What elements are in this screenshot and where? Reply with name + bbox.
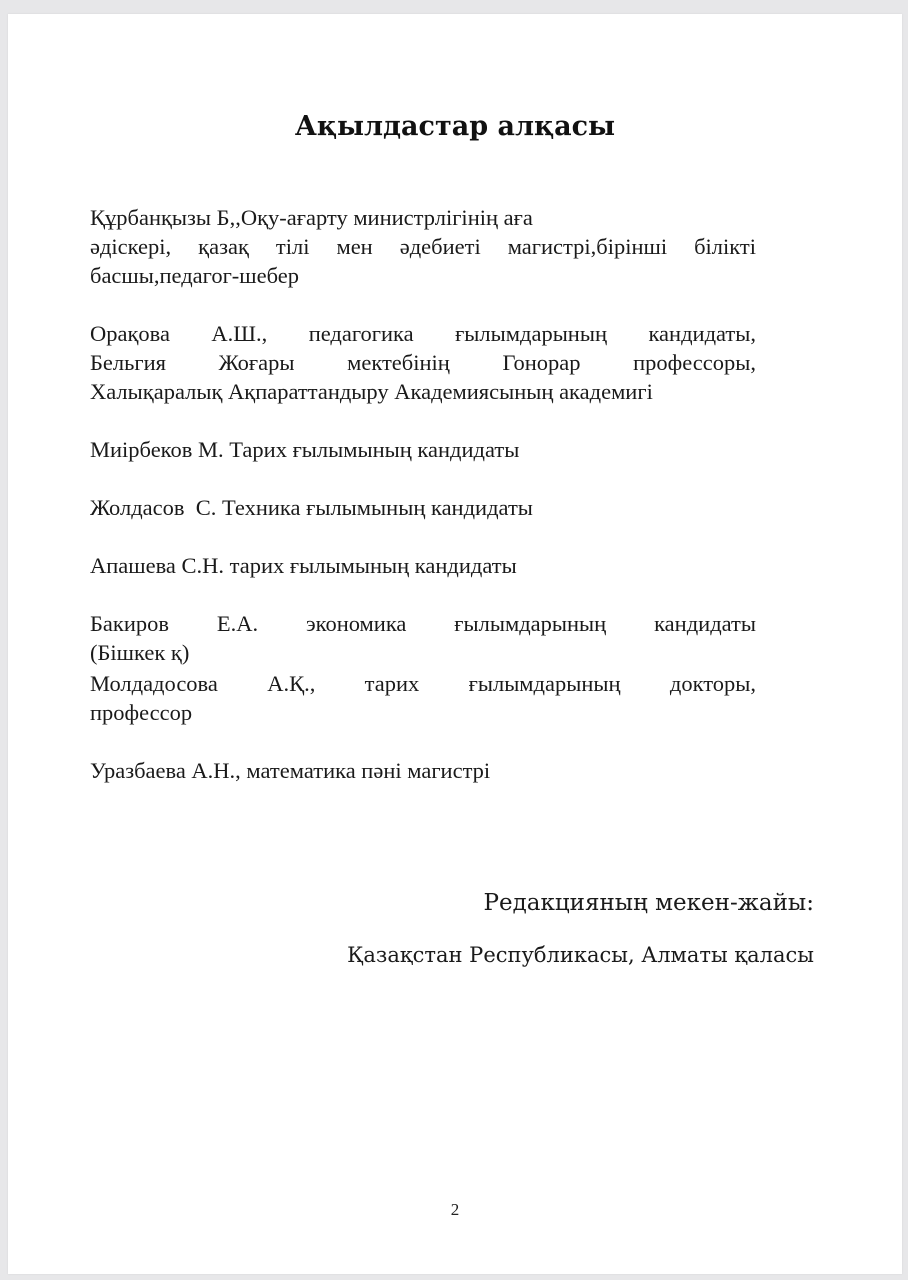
- address-value: Қазақстан Республикасы, Алматы қаласы: [347, 943, 814, 967]
- member-2-line-1: Орақова А.Ш., педагогика ғылымдарының кандидаты,: [90, 321, 756, 346]
- member-1-line-2: әдіскері, қазақ тілі мен әдебиеті магистрі,бірінші білікті: [90, 234, 756, 259]
- member-3-text: Миірбеков М. Тарих ғылымының кандидаты: [90, 437, 520, 462]
- member-entry-7: [90, 669, 756, 727]
- member-entry-5: [90, 551, 756, 580]
- member-2-line-2: Бельгия Жоғары мектебінің Гонорар профессоры,: [90, 350, 756, 375]
- page-title: Ақылдастар алқасы: [294, 111, 616, 142]
- member-6-line-1: Бакиров Е.А. экономика ғылымдарының кандидаты: [90, 611, 756, 636]
- member-2-line-3: Халықаралық Ақпараттандыру Академиясының академигі: [90, 379, 653, 404]
- member-8-text: Уразбаева А.Н., математика пәні магистрі: [90, 758, 491, 783]
- member-1-line-1: Құрбанқызы Б,,Оқу-ағарту министрлігінің аға: [90, 205, 533, 230]
- address-label: Редакцияның мекен-жайы:: [483, 890, 814, 916]
- member-4-text: Жолдасов С. Техника ғылымының кандидаты: [90, 495, 533, 520]
- member-1-line-3: басшы,педагог-шебер: [90, 263, 299, 288]
- member-entry-8: [90, 756, 756, 785]
- member-7-line-1: Молдадосова А.Қ., тарих ғылымдарының докторы,: [90, 671, 756, 696]
- member-6-line-2: (Бішкек қ): [90, 640, 190, 665]
- member-5-text: Апашева С.Н. тарих ғылымының кандидаты: [90, 553, 517, 578]
- member-entry-1: [90, 203, 756, 290]
- member-entry-6: [90, 609, 756, 667]
- document-page: [8, 14, 902, 1274]
- member-entry-3: [90, 435, 756, 464]
- member-entry-4: [90, 493, 756, 522]
- member-entry-2: [90, 319, 756, 406]
- page-number: 2: [450, 1200, 460, 1219]
- member-7-line-2: профессор: [90, 700, 193, 725]
